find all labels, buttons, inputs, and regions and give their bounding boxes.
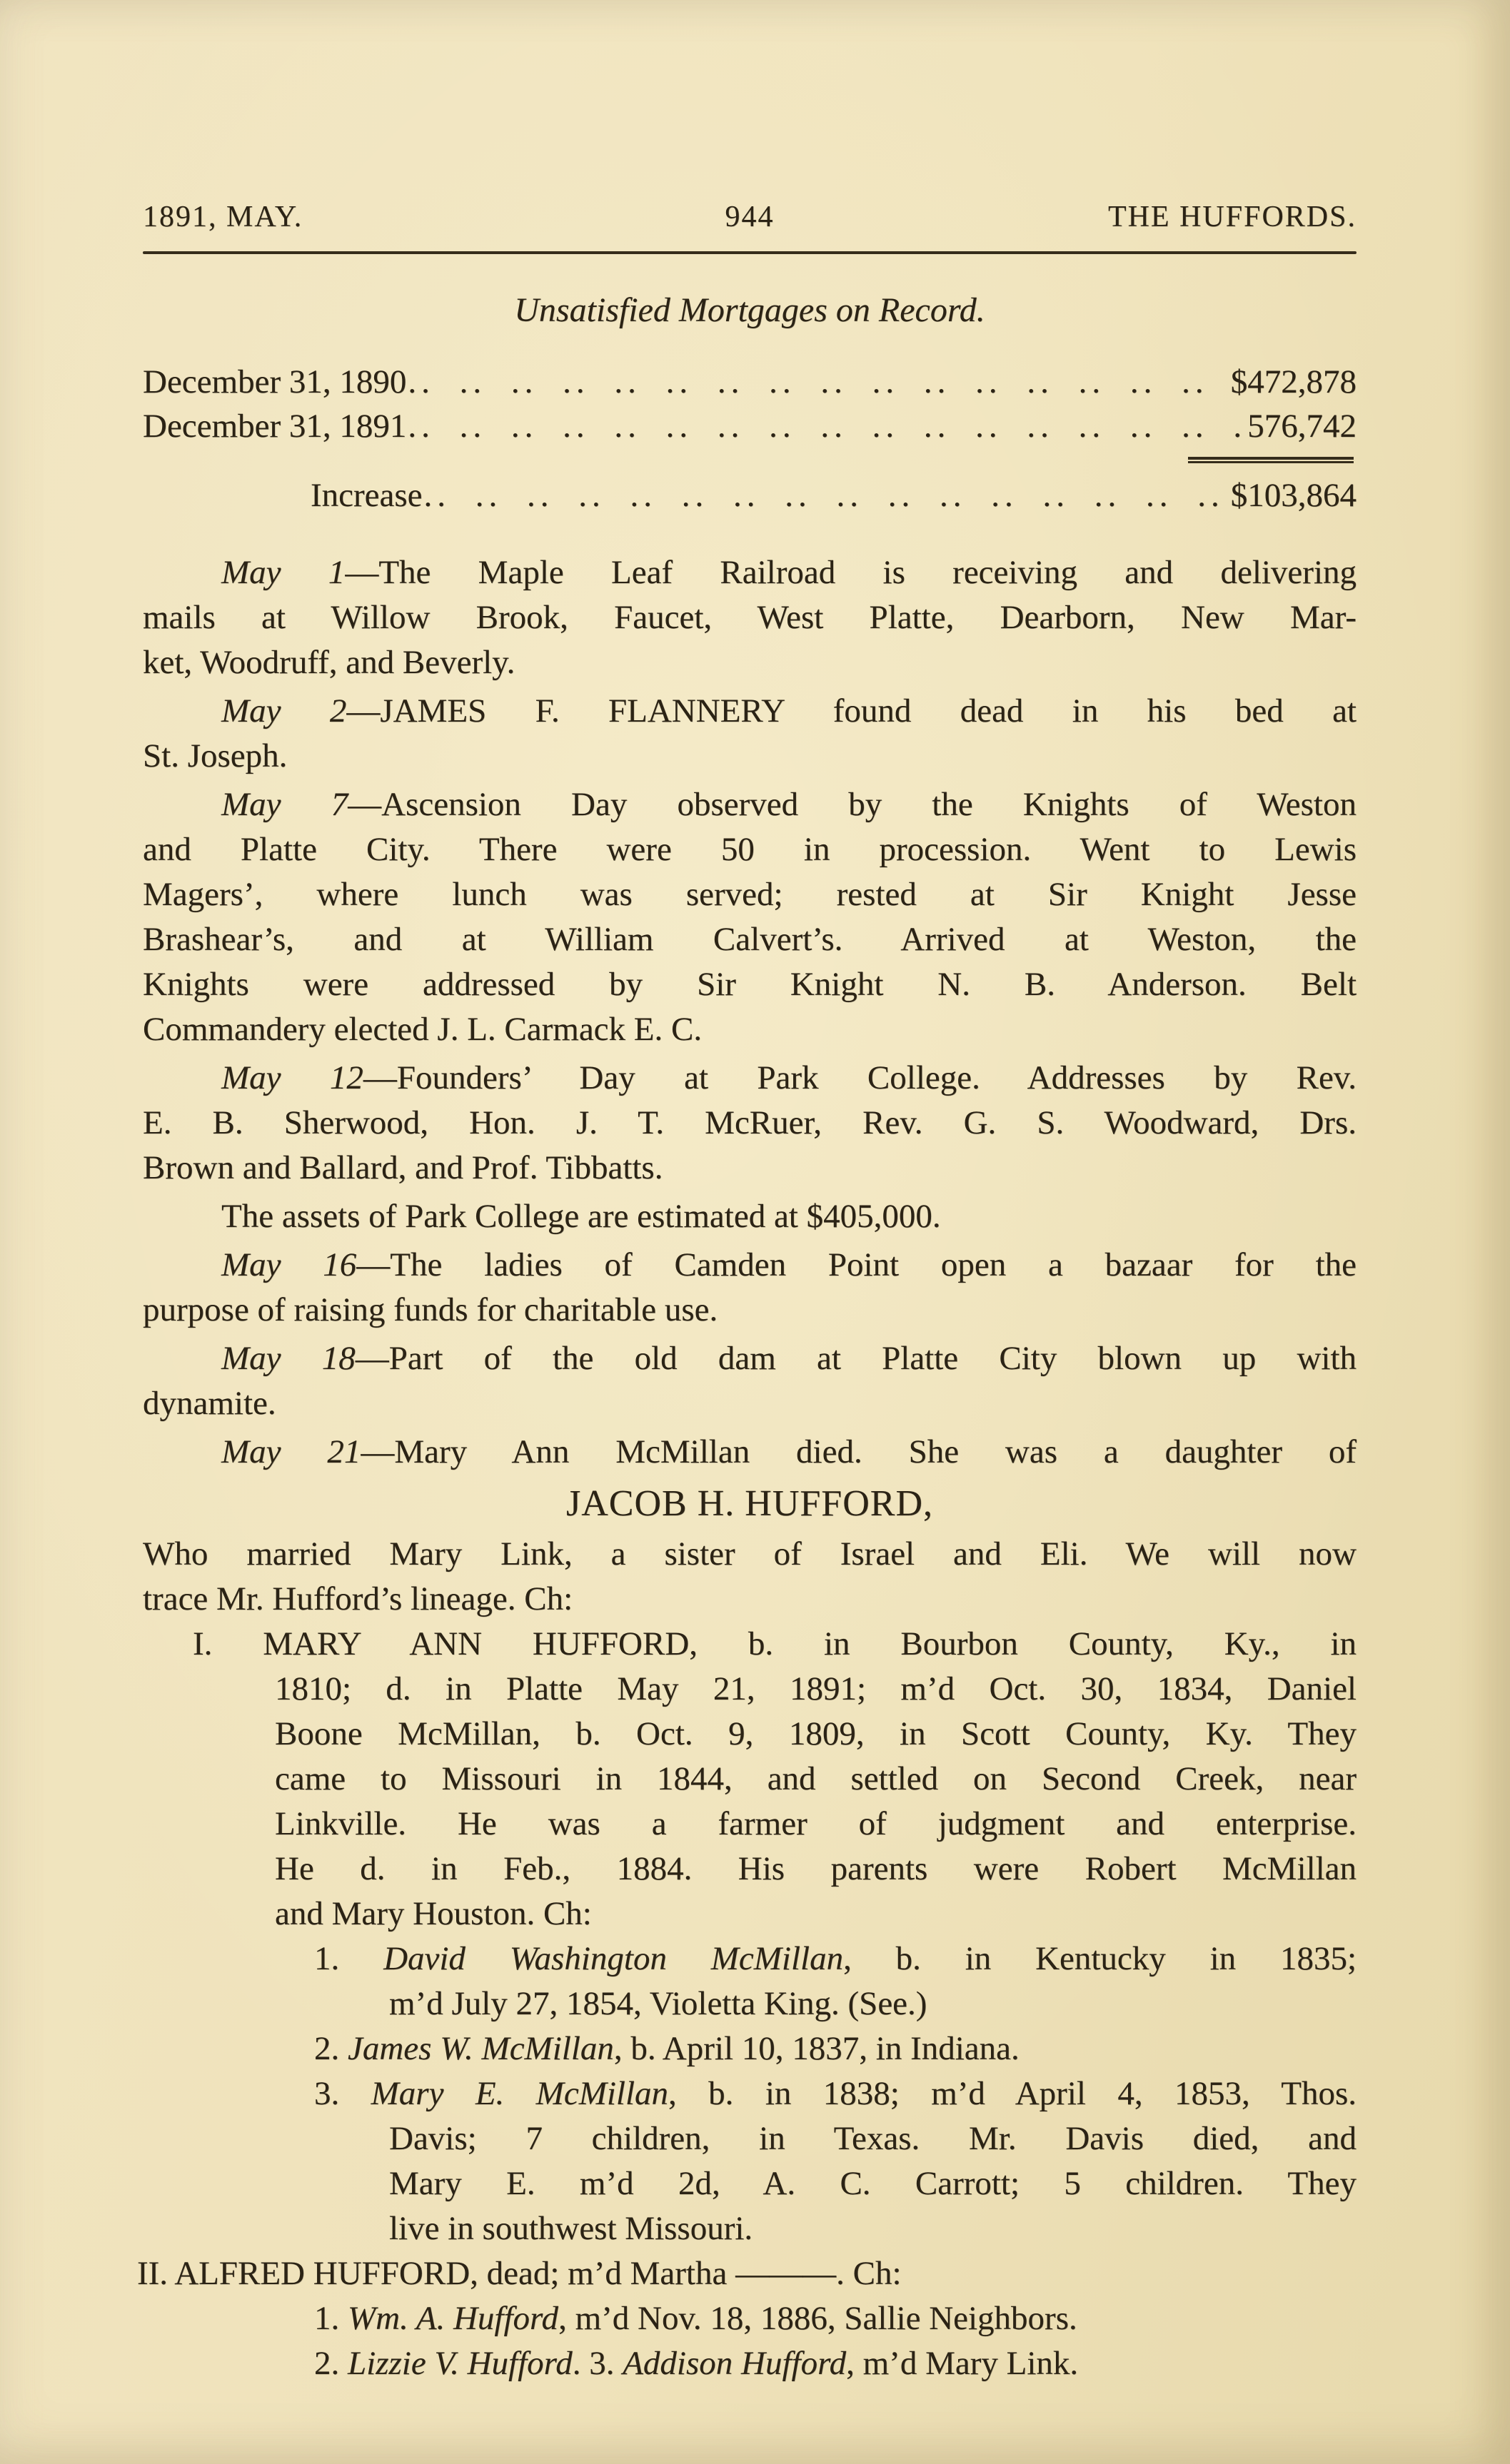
may-18-entry [143,1336,1357,1426]
item-2-alfred-hufford [137,2251,1357,2296]
header-page-number: 944 [725,201,775,233]
jacob-hufford-heading [143,1480,1357,1528]
text-line: 3. Mary E. McMillan, b. in 1838; m’d April 4, 1853, Thos. [314,2075,1357,2112]
text-line: Brown and Ballard, and Prof. Tibbatts. [143,1149,663,1186]
section-title-mortgages: Unsatisfied Mortgages on Record. [514,291,985,329]
text-line: E. B. Sherwood, Hon. J. T. McRuer, Rev. G. S. Woodward, Drs. [143,1104,1357,1141]
text-line: mails at Willow Brook, Faucet, West Platte, Dearborn, New Mar- [143,599,1357,636]
text-line: 2. Lizzie V. Hufford. 3. Addison Hufford, m’d Mary Link. [314,2345,1079,2382]
text-line: 1. Wm. A. Hufford, m’d Nov. 18, 1886, Sallie Neighbors. [314,2300,1077,2337]
text-line: Who married Mary Link, a sister of Israel and Eli. We will now [143,1535,1357,1572]
dot-leader [408,360,1226,404]
text-line: He d. in Feb., 1884. His parents were Robert McMillan [275,1850,1357,1887]
text-line: 2. James W. McMillan, b. April 10, 1837, in Indiana. [314,2030,1020,2067]
mortgage-amount-1890: $472,878 [1230,363,1357,400]
item-1-mary-ann-hufford [143,1622,1357,1937]
dot-leader [424,473,1227,517]
text-line: II. ALFRED HUFFORD, dead; m’d Martha ———. Ch: [137,2255,902,2292]
text-line: purpose of raising funds for charitable use. [143,1291,718,1328]
text-line: ket, Woodruff, and Beverly. [143,644,515,681]
text-line: May 16—The ladies of Camden Point open a bazaar for the [221,1246,1357,1283]
may-2-entry [143,689,1357,779]
jacob-hufford-intro [143,1532,1357,1622]
item-2-child-2 [143,2341,1357,2386]
text-line: May 12—Founders’ Day at Park College. Addresses by Rev. [221,1059,1357,1096]
mortgage-row-1890 [143,360,1357,404]
running-head [143,198,1357,236]
text-line: and Mary Houston. Ch: [275,1895,592,1932]
mortgage-label-1891: December 31, 1891 [143,408,407,445]
text-line: Brashear’s, and at William Calvert’s. Arrived at Weston, the [143,921,1357,958]
body-blocks [137,550,1357,2386]
totals-double-rule [1188,457,1354,463]
mortgage-table [143,360,1357,517]
item-1-child-3 [143,2071,1357,2251]
may-16-entry [143,1243,1357,1333]
mortgage-amount-1891: 576,742 [1247,408,1357,445]
text-line: JACOB H. HUFFORD, [566,1483,933,1524]
text-line: 1810; d. in Platte May 21, 1891; m’d Oct. 30, 1834, Daniel [275,1670,1357,1707]
mortgage-label-1890: December 31, 1890 [143,363,407,400]
increase-label: Increase [311,477,423,514]
text-line: St. Joseph. [143,737,288,774]
text-line: came to Missouri in 1844, and settled on Second Creek, near [275,1760,1357,1797]
may-1-entry [143,550,1357,685]
may-21-entry [143,1430,1357,1475]
text-line: trace Mr. Hufford’s lineage. Ch: [143,1580,573,1617]
text-line: live in southwest Missouri. [389,2210,753,2247]
text-line: dynamite. [143,1385,276,1422]
header-rule [143,251,1357,254]
text-line: Commandery elected J. L. Carmack E. C. [143,1011,703,1048]
text-line: May 2—JAMES F. FLANNERY found dead in his bed at [221,692,1357,729]
text-line: Knights were addressed by Sir Knight N. B. Anderson. Belt [143,966,1357,1003]
text-line: May 7—Ascension Day observed by the Knights of Weston [221,786,1357,823]
text-line: and Platte City. There were 50 in procession. Went to Lewis [143,831,1357,868]
text-line: May 21—Mary Ann McMillan died. She was a daughter of [221,1433,1357,1470]
mortgage-row-1891 [143,404,1357,448]
text-line: Linkville. He was a farmer of judgment and enterprise. [275,1805,1357,1842]
park-college-assets [143,1194,1357,1239]
text-line: May 18—Part of the old dam at Platte City blown up with [221,1340,1357,1377]
item-1-child-1 [143,1937,1357,2026]
dot-leader [408,404,1243,448]
item-1-child-2 [143,2026,1357,2071]
may-12-entry [143,1056,1357,1191]
header-book-title: THE HUFFORDS. [1107,201,1357,233]
item-2-child-1 [143,2296,1357,2341]
increase-row [143,473,1357,517]
text-line: Mary E. m’d 2d, A. C. Carrott; 5 children. They [389,2165,1357,2202]
text-line: May 1—The Maple Leaf Railroad is receiving and delivering [221,554,1357,591]
text-line: Boone McMillan, b. Oct. 9, 1809, in Scott County, Ky. They [275,1715,1357,1752]
text-line: 1. David Washington McMillan, b. in Kentucky in 1835; [314,1940,1357,1977]
text-line: The assets of Park College are estimated at $405,000. [221,1198,941,1235]
text-line: m’d July 27, 1854, Violetta King. (See.) [389,1985,927,2022]
header-date: 1891, MAY. [143,201,303,233]
text-line: Davis; 7 children, in Texas. Mr. Davis died, and [389,2120,1357,2157]
increase-amount: $103,864 [1230,477,1357,514]
text-line: Magers’, where lunch was served; rested at Sir Knight Jesse [143,876,1357,913]
text-line: I. MARY ANN HUFFORD, b. in Bourbon County, Ky., in [193,1625,1357,1662]
may-7-entry [143,782,1357,1052]
